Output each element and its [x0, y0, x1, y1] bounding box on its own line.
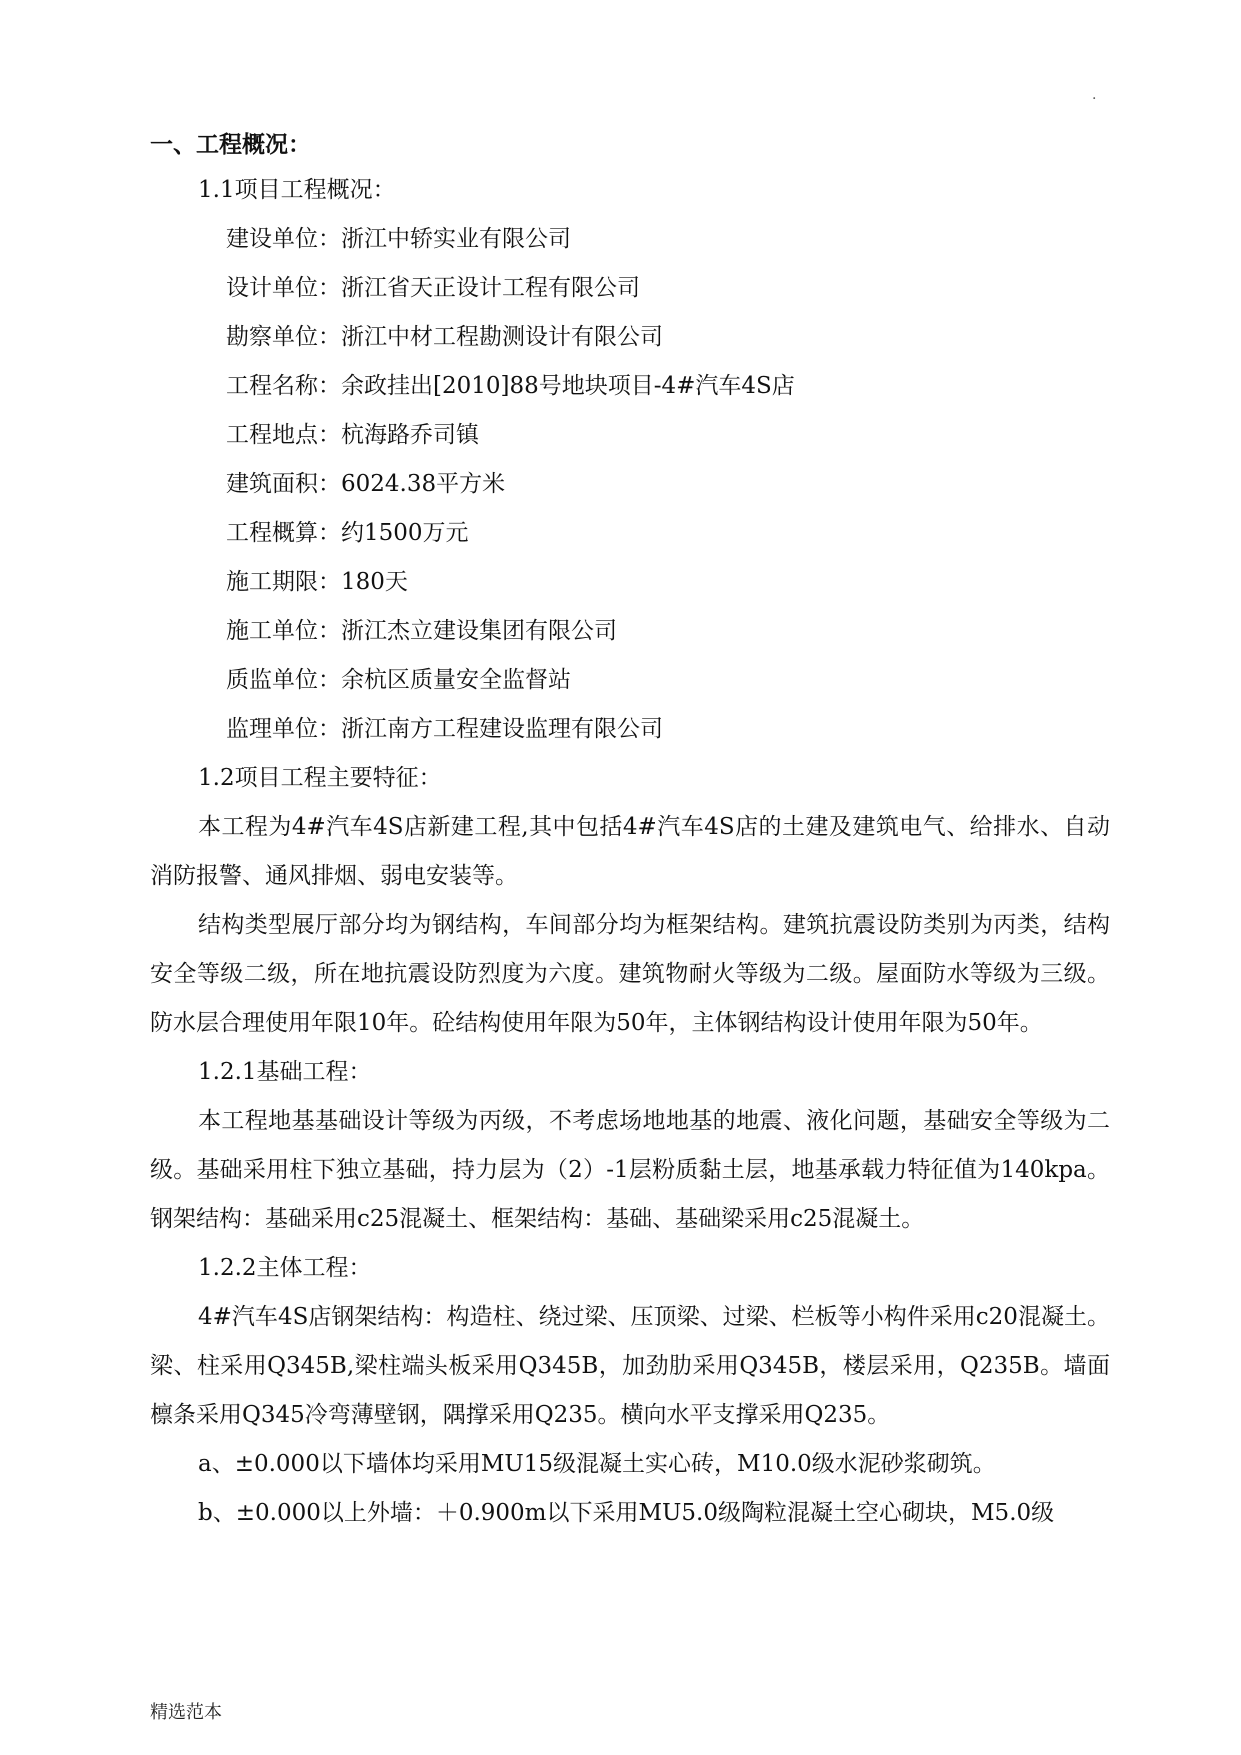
info-row-building-area: 建筑面积：6024.38平方米: [226, 471, 506, 497]
list-item-b: b、±0.000以上外墙：＋0.900m以下采用MU5.0级陶粒混凝土空心砌块，M5.0级: [198, 1500, 1055, 1526]
subheading-1-1: 1.1项目工程概况：: [198, 177, 396, 203]
info-row-contractor: 施工单位：浙江杰立建设集团有限公司: [226, 618, 617, 644]
paragraph-project-scope: 本工程为4#汽车4S店新建工程,其中包括4#汽车4S店的土建及建筑电气、给排水、自动消防报警、通风排烟、弱电安装等。: [150, 814, 1110, 889]
paragraph-main-structure: 4#汽车4S店钢架结构：构造柱、绕过梁、压顶梁、过梁、栏板等小构件采用c20混凝土。梁、柱采用Q345B,梁柱端头板采用Q345B，加劲肋采用Q345B，楼层采用，Q235B。墙面檩条采用Q345冷弯薄壁钢，隅撑采用Q235。横向水平支撑采用Q235。: [150, 1304, 1110, 1428]
corner-dot: ·: [1092, 91, 1097, 107]
document-body: [150, 124, 1110, 1538]
info-row-project-location: 工程地点：杭海路乔司镇: [226, 422, 479, 448]
list-item-a: a、±0.000以下墙体均采用MU15级混凝土实心砖，M10.0级水泥砂浆砌筑。: [198, 1451, 996, 1477]
subheading-1-2-1: 1.2.1基础工程：: [198, 1059, 372, 1085]
info-row-design-unit: 设计单位：浙江省天正设计工程有限公司: [226, 275, 640, 301]
section-heading-overview: 一、工程概况：: [150, 132, 311, 158]
info-row-project-name: 工程名称：余政挂出[2010]88号地块项目-4#汽车4S店: [226, 373, 795, 399]
subheading-1-2-2: 1.2.2主体工程：: [198, 1255, 372, 1281]
paragraph-foundation: 本工程地基基础设计等级为丙级，不考虑场地地基的地震、液化问题，基础安全等级为二级。基础采用柱下独立基础，持力层为（2）-1层粉质黏土层，地基承载力特征值为140kpa。钢架结构：基础采用c25混凝土、框架结构：基础、基础梁采用c25混凝土。: [150, 1108, 1110, 1232]
info-row-budget: 工程概算：约1500万元: [226, 520, 469, 546]
info-row-duration: 施工期限：180天: [226, 569, 408, 595]
subheading-1-2: 1.2项目工程主要特征：: [198, 765, 442, 791]
info-row-quality-supervision: 质监单位：余杭区质量安全监督站: [226, 667, 571, 693]
info-row-construction-unit: 建设单位：浙江中轿实业有限公司: [226, 226, 571, 252]
paragraph-structure-type: 结构类型展厅部分均为钢结构，车间部分均为框架结构。建筑抗震设防类别为丙类，结构安全等级二级，所在地抗震设防烈度为六度。建筑物耐火等级为二级。屋面防水等级为三级。防水层合理使用年限10年。砼结构使用年限为50年，主体钢结构设计使用年限为50年。: [150, 912, 1110, 1036]
info-row-survey-unit: 勘察单位：浙江中材工程勘测设计有限公司: [226, 324, 663, 350]
footer-label: 精选范本: [150, 1702, 222, 1723]
info-row-supervision-unit: 监理单位：浙江南方工程建设监理有限公司: [226, 716, 663, 742]
